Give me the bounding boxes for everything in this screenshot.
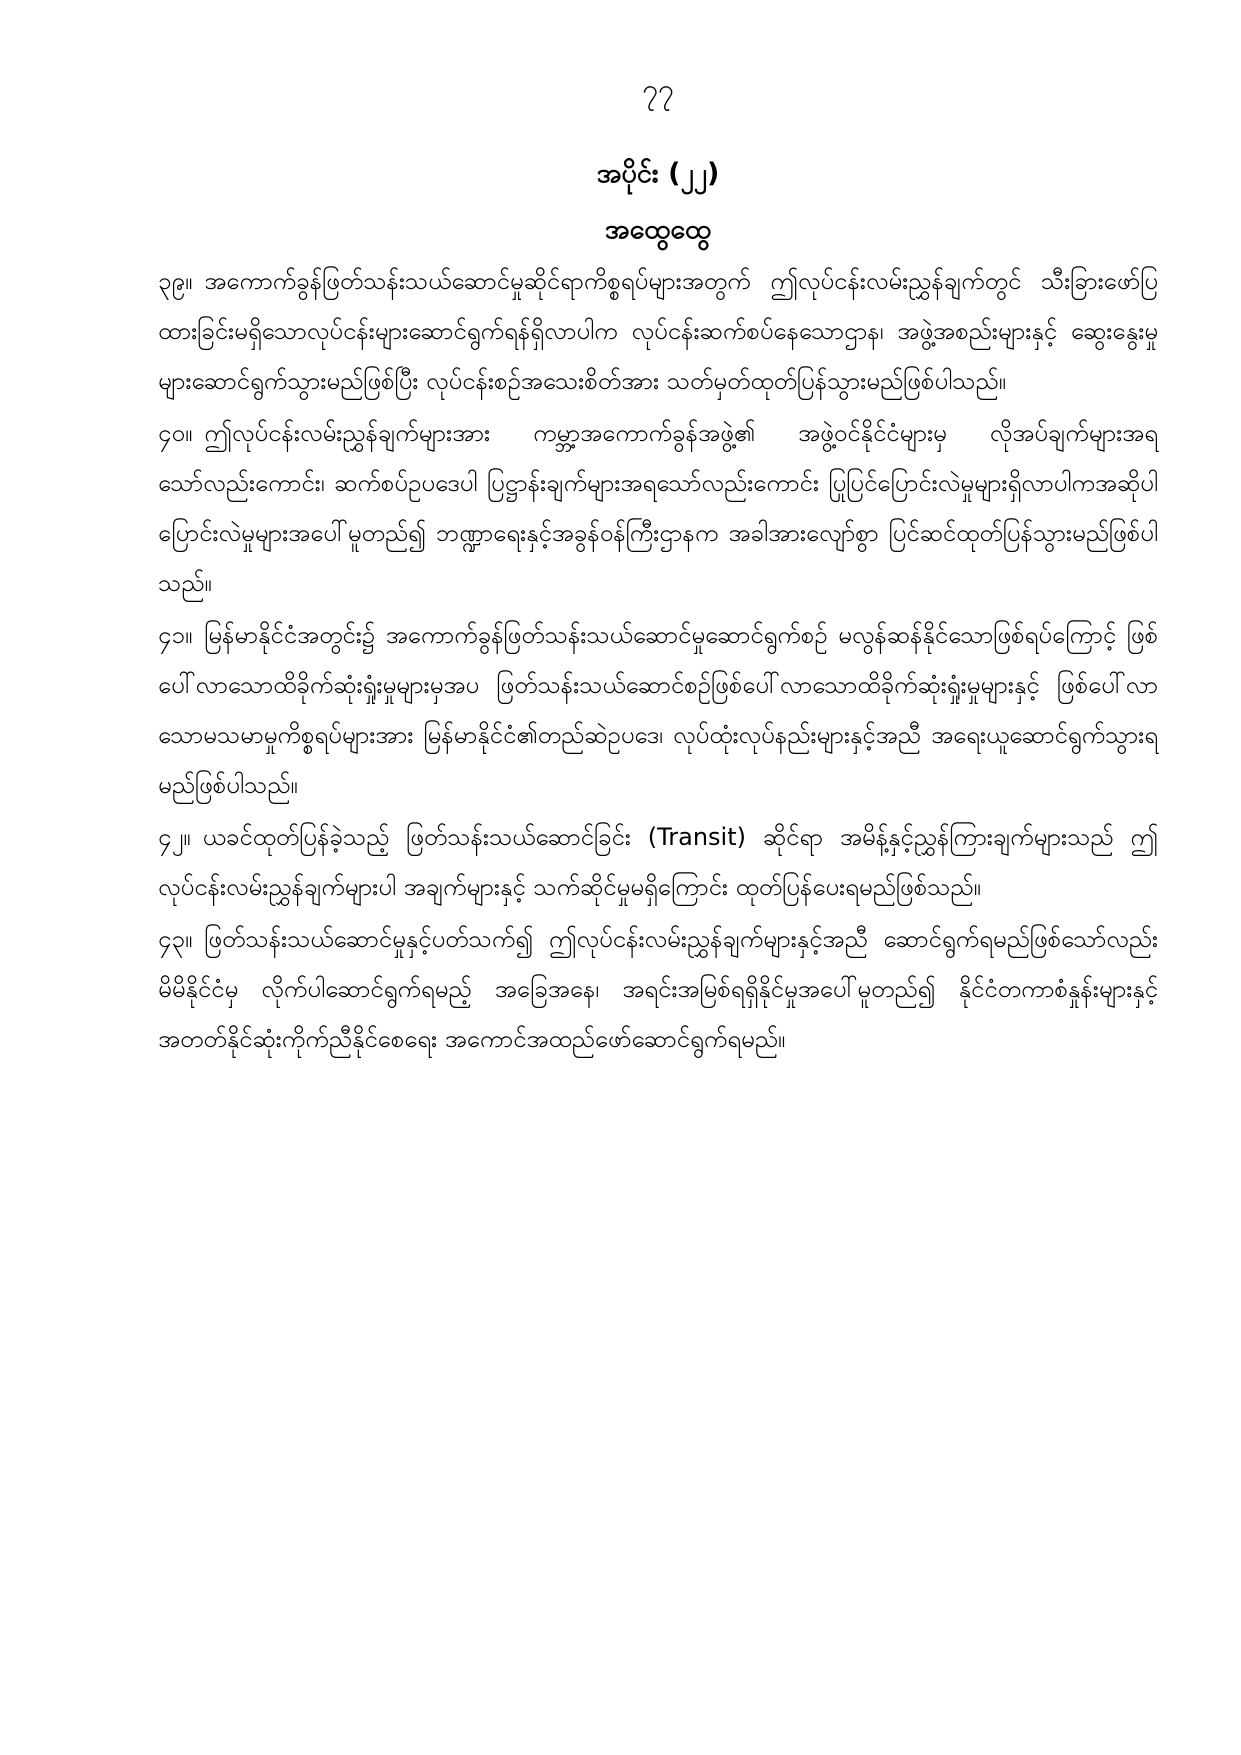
paragraph-number: ၄၁။	[158, 621, 193, 649]
paragraph-number: ၃၉။	[158, 267, 193, 295]
paragraph-text: အကောက်ခွန်ဖြတ်သန်းသယ်ဆောင်မှုဆိုင်ရာကိစ္စရပ်များအတွက် ဤလုပ်ငန်းလမ်းညွှန်ချက်တွင် သီးခြားဖော်ပြထားခြင်းမရှိသောလုပ်ငန်းများဆောင်ရွက်ရန်ရှိလာပါက လုပ်ငန်းဆက်စပ်နေသောဌာန၊ အဖွဲ့အစည်းများနှင့် ဆွေးနွေးမှုများဆောင်ရွက်သွားမည်ဖြစ်ပြီး လုပ်ငန်းစဉ်အသေးစိတ်အား သတ်မှတ်ထုတ်ပြန်သွားမည်ဖြစ်ပါသည်။	[158, 267, 1158, 395]
section-title: အထွေထွေ	[604, 214, 712, 245]
paragraph-text: မြန်မာနိုင်ငံအတွင်း၌ အကောက်ခွန်ဖြတ်သန်းသယ်ဆောင်မှုဆောင်ရွက်စဉ် မလွန်ဆန်နိုင်သောဖြစ်ရပ်ကြောင့် ဖြစ်ပေါ်လာသောထိခိုက်ဆုံးရှုံးမှုများမှအပ ဖြတ်သန်းသယ်ဆောင်စဉ်ဖြစ်ပေါ်လာသောထိခိုက်ဆုံးရှုံးမှုများနှင့် ဖြစ်ပေါ်လာသောမသမာမှုကိစ္စရပ်များအား မြန်မာနိုင်ငံ၏တည်ဆဲဥပဒေ၊ လုပ်ထုံးလုပ်နည်းများနှင့်အညီ အရေးယူဆောင်ရွက်သွားရမည်ဖြစ်ပါသည်။	[158, 621, 1158, 799]
paragraph-number: ၄၀။	[158, 419, 193, 447]
paragraph-42	[158, 812, 1158, 912]
paragraph-41	[158, 610, 1158, 810]
paragraph-text: ဖြတ်သန်းသယ်ဆောင်မှုနှင့်ပတ်သက်၍ ဤလုပ်ငန်းလမ်းညွှန်ချက်များနှင့်အညီ ဆောင်ရွက်ရမည်ဖြစ်သော်လည်း မိမိနိုင်ငံမှ လိုက်ပါဆောင်ရွက်ရမည့် အခြေအနေ၊ အရင်းအမြစ်ရရှိနိုင်မှုအပေါ်မူတည်၍ နိုင်ငံတကာစံနှုန်းများနှင့် အတတ်နိုင်ဆုံးကိုက်ညီနိုင်စေရေး အကောင်အထည်ဖော်ဆောင်ရွက်ရမည်။	[158, 925, 1158, 1053]
paragraph-text: ယခင်ထုတ်ပြန်ခဲ့သည့် ဖြတ်သန်းသယ်ဆောင်ခြင်း (Transit) ဆိုင်ရာ အမိန့်နှင့်ညွှန်ကြားချက်များသည် ဤလုပ်ငန်းလမ်းညွှန်ချက်များပါ အချက်များနှင့် သက်ဆိုင်မှုမရှိကြောင်း ထုတ်ပြန်ပေးရမည်ဖြစ်သည်။	[158, 823, 1158, 901]
paragraph-number: ၄၃။	[158, 925, 193, 953]
paragraph-text: ဤလုပ်ငန်းလမ်းညွှန်ချက်များအား ကမ္ဘာ့အကောက်ခွန်အဖွဲ့၏ အဖွဲ့ဝင်နိုင်ငံများမှ လိုအပ်ချက်များအရသော်လည်းကောင်း၊ ဆက်စပ်ဥပဒေပါ ပြဋ္ဌာန်းချက်များအရသော်လည်းကောင်း ပြုပြင်ပြောင်းလဲမှုများရှိလာပါကအဆိုပါပြောင်းလဲမှုများအပေါ်မူတည်၍ ဘဏ္ဍာရေးနှင့်အခွန်ဝန်ကြီးဌာနက အခါအားလျော်စွာ ပြင်ဆင်ထုတ်ပြန်သွားမည်ဖြစ်ပါ သည်။	[158, 419, 1158, 597]
document-page	[158, 70, 1158, 1066]
chapter-title: အပိုင်း (၂၂)	[596, 158, 720, 189]
paragraph-number: ၄၂။	[158, 823, 191, 851]
paragraph-43	[158, 914, 1158, 1064]
paragraph-40	[158, 408, 1158, 608]
paragraph-39	[158, 256, 1158, 406]
page-number: ၇၇	[642, 73, 674, 106]
